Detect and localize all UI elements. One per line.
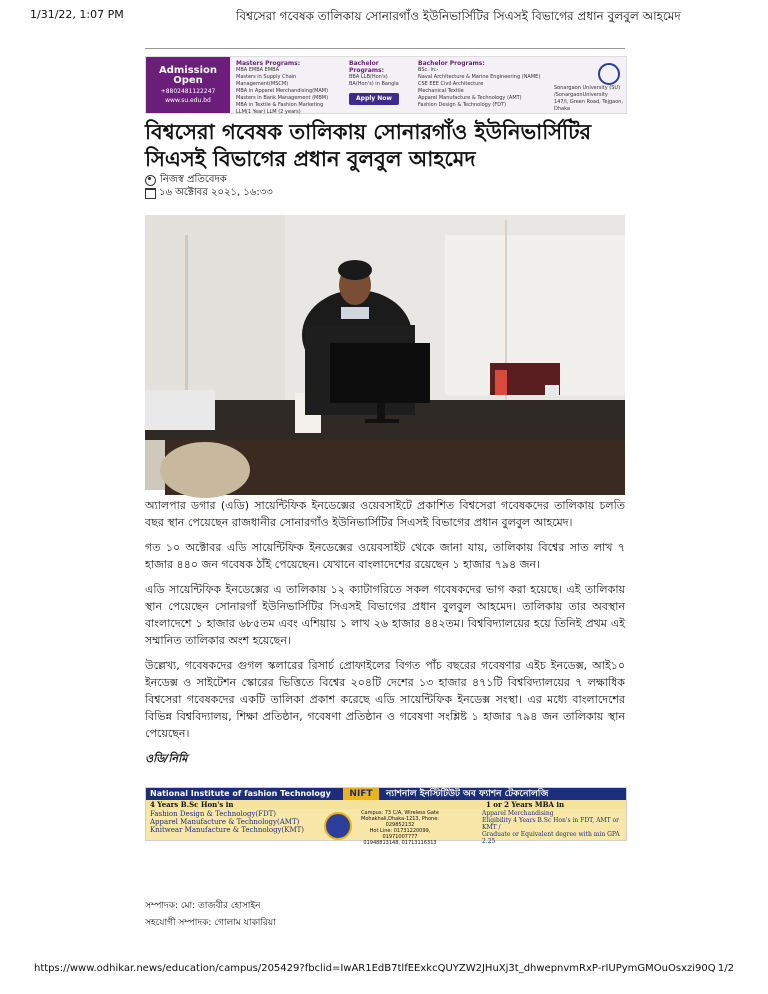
campus-line: Hot Line: 01731220099, 01971007777	[369, 828, 431, 840]
article-signoff: ওডি/নিমি	[145, 752, 188, 765]
nift-badge: NIFT	[343, 788, 379, 800]
bsc-line: Fashion Design & Technology (FDT)	[418, 102, 507, 108]
office-photo-illustration	[145, 215, 625, 490]
bsc-line: Apparel Manufacture & Technology (AMT)	[418, 95, 522, 101]
nift-seal-icon	[324, 812, 352, 840]
admission-site: www.su.edu.bd	[165, 97, 211, 104]
bsc-line: Mechanical Textile	[418, 88, 464, 94]
masters-line: MBA EMBA EMBA	[236, 67, 279, 73]
nift-ad[interactable]	[145, 787, 627, 846]
university-address: 147/I, Green Road, Tejgaon, Dhaka	[554, 99, 624, 112]
nift-title-en: National Institute of fashion Technology	[150, 789, 331, 798]
bachelor-list	[349, 60, 415, 88]
bsc-line: BSc. in:-	[418, 67, 439, 73]
bsc-list	[418, 60, 546, 109]
page-number: 1/2	[717, 963, 734, 974]
calendar-icon	[145, 188, 156, 199]
bsc-line: CSE EEE Civil Architecture	[418, 81, 484, 87]
bsc-line: Naval Architecture & Marine Engineering (NAME)	[418, 74, 541, 80]
mba-heading: 1 or 2 Years MBA in	[486, 800, 565, 809]
page-url: https://www.odhikar.news/education/campus/205429?fbclid=IwAR1EdB7tlfEExkcQUYZW2JHuXj3t_dhwepnvmRxP-rIUPymGMOuOsxzi90Q	[34, 963, 716, 974]
university-social: /SonargaonUniversity	[554, 92, 608, 98]
campus-line: 01948813148, 01713116313	[363, 840, 437, 846]
bachelor-line: BBA LLB(Hon's)	[349, 74, 388, 80]
article-paragraph: উল্লেখ্য, গবেষকদের গুগল স্কলারের রিসার্চ প্রোফাইলের বিগত পাঁচ বছরের গবেষণার এইচ ইনডেক্স, আই১০ ইনডেক্স ও সাইটেশন স্কোরের ভিত্তিতে বিশ্বের ২০৪টি দেশের ১৩ হাজার ৪৭১টি বিশ্ববিদ্যালয়ের ৭ লক্ষাধিক বিশ্বসেরা গবেষকদের একটি তালিকা প্রকাশ করেছে এডি সায়েন্টিফিক ইনডেক্স সংস্থা। এর মধ্যে বাংলাদেশের বিভিন্ন বিশ্ববিদ্যালয়, শিক্ষা প্রতিষ্ঠান, গবেষণা প্রতিষ্ঠান ও গবেষণা সংশ্লিষ্ট ১ হাজার ৭৯৪ জন তালিকায় স্থান পেয়েছেন।	[145, 659, 625, 740]
mba-line: Graduate or Equivalent degree with min GPA 2.25	[482, 831, 620, 845]
publish-date	[145, 185, 273, 202]
associate-editor-line: সহযোগী সম্পাদক: গোলাম যাকারিয়া	[145, 918, 276, 928]
bachelor-line: BA(Hon's) in Bangla	[349, 81, 399, 87]
apply-now-button[interactable]: Apply Now	[349, 93, 399, 105]
date-text: ১৬ অক্টোবর ২০২১, ১৬:৩৩	[159, 187, 273, 198]
masters-line: Masters in Bank Management (MBM)	[236, 95, 329, 101]
university-info	[554, 85, 624, 113]
bachelor-title: Bachelor Programs:	[349, 60, 385, 74]
course-item: Knitwear Manufacture & Technology(KMT)	[150, 826, 305, 834]
course-item: Apparel Manufacture & Technology(AMT)	[150, 818, 300, 826]
print-title: বিশ্বসেরা গবেষক তালিকায় সোনারগাঁও ইউনিভার্সিটির সিএসই বিভাগের প্রধান বুলবুল আহমেদ	[236, 9, 681, 23]
bsc-heading: 4 Years B.Sc Hon's in	[150, 800, 234, 809]
sonargaon-university-ad[interactable]	[145, 56, 627, 114]
university-logo-icon	[598, 63, 620, 85]
mba-line: Apparel Merchandising	[482, 810, 554, 817]
bsc-title: Bachelor Programs:	[418, 60, 485, 67]
editor-line: সম্পাদক: মো: তাজবীর হোসাইন	[145, 901, 261, 911]
mba-info	[482, 810, 622, 845]
masters-line: LLM(1 Year) LLM (2 years)	[236, 109, 301, 115]
article-paragraph: এডি সায়েন্টিফিক ইনডেক্সের এ তালিকায় ১২ ক্যাটাগরিতে সকল গবেষকদের ভাগ করা হয়েছে। এই তালিকায় স্থান পেয়েছেন সোনারগাঁ ইউনিভার্সিটির সিএসই বিভাগের প্রধান বুলবুল আহমেদ। তালিকায় তার অবস্থান বাংলাদেশে ১ হাজার ৬৮৫তম এবং এশিয়ায় ১ লাখ ২৬ হাজার ৪৪২তম। বিশ্ববিদ্যালয়ের হয়ে তিনিই প্রথম এই সম্মানিত তালিকার অংশ হয়েছেন।	[145, 583, 625, 647]
article-paragraph: অ্যালপার ডগার (এডি) সায়েন্টিফিক ইনডেক্সের ওয়েবসাইটে প্রকাশিত বিশ্বসেরা গবেষকদের তালিকায় চলতি বছর স্থান পেয়েছেন রাজধানীর সোনারগাঁও ইউনিভার্সিটির সিএসই বিভাগের প্রধান বুলবুল আহমেদ।	[145, 499, 625, 529]
print-datetime: 1/31/22, 1:07 PM	[30, 8, 124, 21]
nift-title-bn: ন্যাশনাল ইনস্টিটিউট অব ফ্যাশন টেকনোলজি	[386, 789, 549, 799]
masters-line: MBA in Apparel Merchandising(MAM)	[236, 88, 329, 94]
masters-title: Masters Programs:	[236, 60, 301, 67]
editor-credits	[145, 898, 276, 932]
mba-line: Eligibility 4 Years B.Sc Hon's in FDT, AMT or KMT /	[482, 817, 619, 831]
masters-list	[236, 60, 344, 116]
article-body	[145, 497, 625, 767]
campus-info	[356, 810, 444, 846]
masters-line: Masters in Supply Chain Management(MSCM)	[236, 74, 297, 87]
admission-text: Admission Open	[158, 65, 218, 86]
divider	[145, 48, 625, 49]
admission-phone: +8802481122247	[160, 88, 216, 95]
course-list	[150, 810, 304, 834]
campus-line: Mohakhali,Dhaka-1213, Phone: 029852132	[361, 816, 439, 828]
article-photo	[145, 215, 625, 490]
masters-line: MBA in Textile & Fashion Marketing	[236, 102, 324, 108]
course-item: Fashion Design & Technology(FDT)	[150, 810, 277, 818]
print-header	[30, 8, 738, 28]
byline-text: নিজস্ব প্রতিবেদক	[160, 174, 227, 185]
admission-panel	[146, 57, 230, 113]
article-paragraph: গত ১০ অক্টোবর এডি সায়েন্টিফিক ইনডেক্সের ওয়েবসাইট থেকে জানা যায়, তালিকায় বিশ্বের সাত লাখ ৭ হাজার ৪৪০ জন গবেষক ঠাঁই পেয়েছেন। যেখানে বাংলাদেশের রয়েছেন ১ হাজার ৭৯৪ জন।	[145, 541, 625, 571]
article-headline: বিশ্বসেরা গবেষক তালিকায় সোনারগাঁও ইউনিভার্সিটির সিএসই বিভাগের প্রধান বুলবুল আহমেদ	[145, 120, 592, 171]
university-name: Sonargaon University (SU)	[554, 85, 621, 91]
campus-line: Campus: 73 C/A, Wireless Gate	[361, 810, 439, 816]
